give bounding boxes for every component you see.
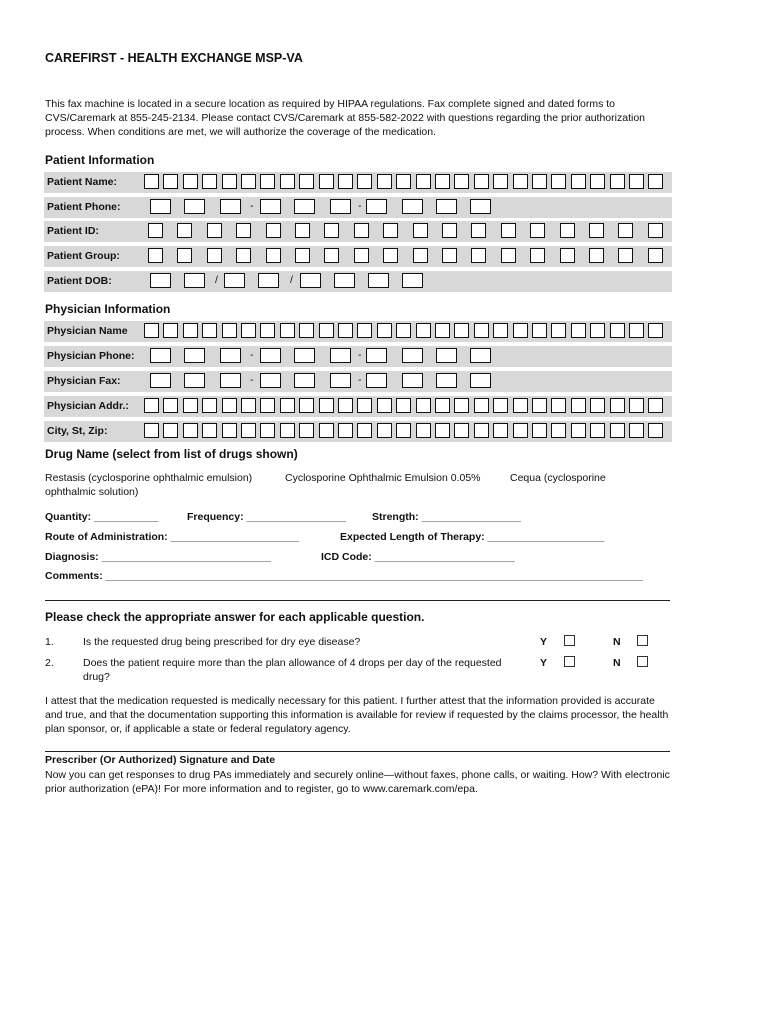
char-box[interactable] xyxy=(416,174,431,189)
digit-box[interactable] xyxy=(224,273,245,288)
char-box[interactable] xyxy=(493,423,508,438)
char-box[interactable] xyxy=(629,323,644,338)
comments-second-line[interactable] xyxy=(45,600,670,601)
char-box[interactable] xyxy=(280,323,295,338)
digit-box[interactable] xyxy=(470,373,491,388)
digit-box[interactable] xyxy=(402,273,423,288)
digit-box[interactable] xyxy=(294,199,315,214)
drug-option-cyclosporine[interactable]: Cyclosporine Ophthalmic Emulsion 0.05% xyxy=(285,472,481,484)
digit-box[interactable] xyxy=(184,373,205,388)
digit-box[interactable] xyxy=(294,373,315,388)
patient-dob-label: Patient DOB: xyxy=(47,275,112,287)
char-box[interactable] xyxy=(501,248,516,263)
char-box[interactable] xyxy=(148,248,163,263)
char-box[interactable] xyxy=(454,174,469,189)
patient-phone-row xyxy=(44,197,672,218)
char-box[interactable] xyxy=(571,174,586,189)
question-1-no-label: N xyxy=(613,636,621,648)
char-box[interactable] xyxy=(551,398,566,413)
digit-box[interactable] xyxy=(402,199,423,214)
char-box[interactable] xyxy=(383,223,398,238)
char-box[interactable] xyxy=(610,323,625,338)
patient-name-label: Patient Name: xyxy=(47,176,118,188)
char-box[interactable] xyxy=(295,248,310,263)
digit-box[interactable] xyxy=(402,348,423,363)
char-box[interactable] xyxy=(648,174,663,189)
char-box[interactable] xyxy=(357,423,372,438)
char-box[interactable] xyxy=(416,423,431,438)
char-box[interactable] xyxy=(610,174,625,189)
char-box[interactable] xyxy=(338,423,353,438)
digit-box[interactable] xyxy=(368,273,389,288)
char-box[interactable] xyxy=(474,174,489,189)
char-box[interactable] xyxy=(354,248,369,263)
char-box[interactable] xyxy=(338,174,353,189)
char-box[interactable] xyxy=(454,398,469,413)
physician-addr-label: Physician Addr.: xyxy=(47,400,129,412)
frequency-field[interactable]: Frequency: _________________ xyxy=(187,511,346,523)
char-box[interactable] xyxy=(571,323,586,338)
char-box[interactable] xyxy=(299,423,314,438)
char-box[interactable] xyxy=(148,223,163,238)
physician-phone-label: Physician Phone: xyxy=(47,350,135,362)
patient-phone-label: Patient Phone: xyxy=(47,201,121,213)
char-box[interactable] xyxy=(590,398,605,413)
quantity-field[interactable]: Quantity: ___________ xyxy=(45,511,159,523)
char-box[interactable] xyxy=(236,223,251,238)
char-box[interactable] xyxy=(442,223,457,238)
char-box[interactable] xyxy=(493,323,508,338)
char-box[interactable] xyxy=(241,423,256,438)
char-box[interactable] xyxy=(377,174,392,189)
char-box[interactable] xyxy=(571,423,586,438)
physician-name-row xyxy=(44,321,672,342)
digit-box[interactable] xyxy=(260,199,281,214)
char-box[interactable] xyxy=(377,323,392,338)
patient-group-row xyxy=(44,246,672,267)
char-box[interactable] xyxy=(202,174,217,189)
char-box[interactable] xyxy=(183,323,198,338)
char-box[interactable] xyxy=(474,398,489,413)
char-box[interactable] xyxy=(280,398,295,413)
question-2-yes-checkbox[interactable] xyxy=(564,656,575,667)
comments-field[interactable]: Comments: ____________________________________________________________________________________________ xyxy=(45,570,643,582)
char-box[interactable] xyxy=(299,398,314,413)
physician-fax-label: Physician Fax: xyxy=(47,375,121,387)
drug-option-cequa-continued: ophthalmic solution) xyxy=(45,486,139,498)
question-1-yes-checkbox[interactable] xyxy=(564,635,575,646)
digit-box[interactable] xyxy=(184,199,205,214)
char-box[interactable] xyxy=(163,323,178,338)
slash-separator: / xyxy=(290,274,293,286)
physician-name-label: Physician Name xyxy=(47,325,128,337)
slash-separator: / xyxy=(215,274,218,286)
question-1-no-checkbox[interactable] xyxy=(637,635,648,646)
question-1-yes-label: Y xyxy=(540,636,548,648)
char-box[interactable] xyxy=(648,423,663,438)
char-box[interactable] xyxy=(648,248,663,263)
digit-box[interactable] xyxy=(150,373,171,388)
char-box[interactable] xyxy=(513,323,528,338)
char-box[interactable] xyxy=(416,323,431,338)
digit-box[interactable] xyxy=(220,199,241,214)
char-box[interactable] xyxy=(324,223,339,238)
dash-separator: - xyxy=(250,374,254,386)
question-2-no-label: N xyxy=(613,657,621,669)
char-box[interactable] xyxy=(207,223,222,238)
char-box[interactable] xyxy=(241,174,256,189)
char-box[interactable] xyxy=(551,174,566,189)
char-box[interactable] xyxy=(280,174,295,189)
char-box[interactable] xyxy=(222,174,237,189)
strength-field[interactable]: Strength: _________________ xyxy=(372,511,521,523)
char-box[interactable] xyxy=(532,398,547,413)
char-box[interactable] xyxy=(532,323,547,338)
char-box[interactable] xyxy=(560,248,575,263)
digit-box[interactable] xyxy=(330,199,351,214)
char-box[interactable] xyxy=(319,174,334,189)
patient-name-row xyxy=(44,172,672,193)
digit-box[interactable] xyxy=(300,273,321,288)
char-box[interactable] xyxy=(648,323,663,338)
dash-separator: - xyxy=(358,349,362,361)
char-box[interactable] xyxy=(299,323,314,338)
char-box[interactable] xyxy=(266,223,281,238)
digit-box[interactable] xyxy=(150,199,171,214)
char-box[interactable] xyxy=(530,248,545,263)
char-box[interactable] xyxy=(202,423,217,438)
signature-line[interactable] xyxy=(45,751,670,752)
digit-box[interactable] xyxy=(366,373,387,388)
digit-box[interactable] xyxy=(150,348,171,363)
char-box[interactable] xyxy=(377,398,392,413)
intro-paragraph: This fax machine is located in a secure location as required by HIPAA regulations. Fax complete signed and dated forms to CVS/Caremark at 855-245-2134. Please contact CVS/Caremark at 855-582-2022 with questions regarding the prior authorization process. When conditions are met, we will authorize the coverage of the medication. xyxy=(45,98,645,138)
char-box[interactable] xyxy=(163,398,178,413)
char-box[interactable] xyxy=(260,323,275,338)
char-box[interactable] xyxy=(280,423,295,438)
char-box[interactable] xyxy=(560,223,575,238)
char-box[interactable] xyxy=(629,398,644,413)
icd-code-field[interactable]: ICD Code: ________________________ xyxy=(321,551,515,563)
char-box[interactable] xyxy=(513,423,528,438)
digit-box[interactable] xyxy=(294,348,315,363)
char-box[interactable] xyxy=(471,248,486,263)
digit-box[interactable] xyxy=(260,348,281,363)
char-box[interactable] xyxy=(241,323,256,338)
char-box[interactable] xyxy=(319,423,334,438)
char-box[interactable] xyxy=(454,423,469,438)
drug-option-cequa[interactable]: Cequa (cyclosporine xyxy=(510,472,606,484)
char-box[interactable] xyxy=(319,398,334,413)
char-box[interactable] xyxy=(338,398,353,413)
char-box[interactable] xyxy=(589,248,604,263)
char-box[interactable] xyxy=(648,398,663,413)
char-box[interactable] xyxy=(501,223,516,238)
char-box[interactable] xyxy=(357,398,372,413)
digit-box[interactable] xyxy=(260,373,281,388)
dash-separator: - xyxy=(250,349,254,361)
patient-id-label: Patient ID: xyxy=(47,225,99,237)
digit-box[interactable] xyxy=(366,348,387,363)
char-box[interactable] xyxy=(299,174,314,189)
therapy-length-field[interactable]: Expected Length of Therapy: ____________________ xyxy=(340,531,605,543)
char-box[interactable] xyxy=(241,398,256,413)
char-box[interactable] xyxy=(442,248,457,263)
digit-box[interactable] xyxy=(330,373,351,388)
char-box[interactable] xyxy=(648,223,663,238)
char-box[interactable] xyxy=(163,174,178,189)
digit-box[interactable] xyxy=(334,273,355,288)
question-2-no-checkbox[interactable] xyxy=(637,656,648,667)
dash-separator: - xyxy=(250,200,254,212)
char-box[interactable] xyxy=(435,398,450,413)
char-box[interactable] xyxy=(236,248,251,263)
char-box[interactable] xyxy=(357,174,372,189)
char-box[interactable] xyxy=(413,248,428,263)
char-box[interactable] xyxy=(513,398,528,413)
char-box[interactable] xyxy=(222,423,237,438)
question-2-yes-label: Y xyxy=(540,657,548,669)
char-box[interactable] xyxy=(357,323,372,338)
char-box[interactable] xyxy=(396,323,411,338)
char-box[interactable] xyxy=(396,398,411,413)
question-1-text: Is the requested drug being prescribed for dry eye disease? xyxy=(83,636,361,648)
char-box[interactable] xyxy=(571,398,586,413)
dash-separator: - xyxy=(358,374,362,386)
char-box[interactable] xyxy=(324,248,339,263)
char-box[interactable] xyxy=(416,398,431,413)
char-box[interactable] xyxy=(413,223,428,238)
physician-info-heading: Physician Information xyxy=(45,302,171,316)
digit-box[interactable] xyxy=(436,348,457,363)
char-box[interactable] xyxy=(207,248,222,263)
char-box[interactable] xyxy=(177,248,192,263)
digit-box[interactable] xyxy=(470,348,491,363)
char-box[interactable] xyxy=(590,174,605,189)
char-box[interactable] xyxy=(471,223,486,238)
char-box[interactable] xyxy=(530,223,545,238)
char-box[interactable] xyxy=(177,223,192,238)
city-state-zip-row xyxy=(44,421,672,442)
char-box[interactable] xyxy=(454,323,469,338)
digit-box[interactable] xyxy=(366,199,387,214)
char-box[interactable] xyxy=(589,223,604,238)
questions-heading: Please check the appropriate answer for each applicable question. xyxy=(45,610,425,624)
char-box[interactable] xyxy=(383,248,398,263)
char-box[interactable] xyxy=(338,323,353,338)
char-box[interactable] xyxy=(610,398,625,413)
digit-box[interactable] xyxy=(184,348,205,363)
char-box[interactable] xyxy=(222,323,237,338)
char-box[interactable] xyxy=(295,223,310,238)
char-box[interactable] xyxy=(618,248,633,263)
patient-dob-row xyxy=(44,271,672,292)
char-box[interactable] xyxy=(260,423,275,438)
signature-label: Prescriber (Or Authorized) Signature and Date xyxy=(45,754,276,766)
attestation-paragraph: I attest that the medication requested is medically necessary for this patient. I further attest that the information provided is accurate and true, and that the documentation supporting this information is available for review if requested by the claims processor, the health plan sponsor, or, if applicable a state or federal regulatory agency. xyxy=(45,695,669,735)
char-box[interactable] xyxy=(532,174,547,189)
char-box[interactable] xyxy=(319,323,334,338)
char-box[interactable] xyxy=(590,323,605,338)
char-box[interactable] xyxy=(618,223,633,238)
char-box[interactable] xyxy=(513,174,528,189)
char-box[interactable] xyxy=(435,323,450,338)
patient-group-label: Patient Group: xyxy=(47,250,120,262)
char-box[interactable] xyxy=(474,423,489,438)
char-box[interactable] xyxy=(260,174,275,189)
char-box[interactable] xyxy=(202,323,217,338)
physician-phone-row xyxy=(44,346,672,367)
char-box[interactable] xyxy=(629,174,644,189)
digit-box[interactable] xyxy=(402,373,423,388)
diagnosis-field[interactable]: Diagnosis: _____________________________ xyxy=(45,551,271,563)
char-box[interactable] xyxy=(474,323,489,338)
char-box[interactable] xyxy=(493,398,508,413)
char-box[interactable] xyxy=(202,398,217,413)
char-box[interactable] xyxy=(493,174,508,189)
char-box[interactable] xyxy=(183,398,198,413)
question-2-number: 2. xyxy=(45,657,54,669)
question-2-text: Does the patient require more than the plan allowance of 4 drops per day of the requested drug? xyxy=(83,657,502,683)
digit-box[interactable] xyxy=(436,373,457,388)
digit-box[interactable] xyxy=(150,273,171,288)
physician-addr-row xyxy=(44,396,672,417)
digit-box[interactable] xyxy=(184,273,205,288)
patient-info-heading: Patient Information xyxy=(45,153,155,167)
char-box[interactable] xyxy=(551,323,566,338)
char-box[interactable] xyxy=(590,423,605,438)
char-box[interactable] xyxy=(354,223,369,238)
route-field[interactable]: Route of Administration: ______________________ xyxy=(45,531,300,543)
drug-option-restasis[interactable]: Restasis (cyclosporine ophthalmic emulsion) xyxy=(45,472,253,484)
char-box[interactable] xyxy=(144,174,159,189)
char-box[interactable] xyxy=(396,174,411,189)
char-box[interactable] xyxy=(183,423,198,438)
char-box[interactable] xyxy=(377,423,392,438)
digit-box[interactable] xyxy=(470,199,491,214)
char-box[interactable] xyxy=(266,248,281,263)
char-box[interactable] xyxy=(551,423,566,438)
patient-id-row xyxy=(44,221,672,242)
digit-box[interactable] xyxy=(330,348,351,363)
epa-paragraph: Now you can get responses to drug PAs immediately and securely online—without faxes, phone calls, or waiting. How? With electronic prior authorization (ePA)! For more information and to register, go to www.caremark.com/epa. xyxy=(45,769,670,795)
char-box[interactable] xyxy=(435,423,450,438)
char-box[interactable] xyxy=(144,398,159,413)
char-box[interactable] xyxy=(396,423,411,438)
char-box[interactable] xyxy=(629,423,644,438)
digit-box[interactable] xyxy=(258,273,279,288)
city-state-zip-label: City, St, Zip: xyxy=(47,425,108,437)
digit-box[interactable] xyxy=(220,348,241,363)
char-box[interactable] xyxy=(610,423,625,438)
physician-fax-row xyxy=(44,371,672,392)
dash-separator: - xyxy=(358,200,362,212)
char-box[interactable] xyxy=(260,398,275,413)
char-box[interactable] xyxy=(183,174,198,189)
digit-box[interactable] xyxy=(436,199,457,214)
char-box[interactable] xyxy=(144,423,159,438)
char-box[interactable] xyxy=(163,423,178,438)
char-box[interactable] xyxy=(222,398,237,413)
char-box[interactable] xyxy=(435,174,450,189)
char-box[interactable] xyxy=(532,423,547,438)
drug-name-heading: Drug Name (select from list of drugs shown) xyxy=(45,447,298,461)
char-box[interactable] xyxy=(144,323,159,338)
digit-box[interactable] xyxy=(220,373,241,388)
form-title: CAREFIRST - HEALTH EXCHANGE MSP-VA xyxy=(45,51,303,65)
question-1-number: 1. xyxy=(45,636,54,648)
